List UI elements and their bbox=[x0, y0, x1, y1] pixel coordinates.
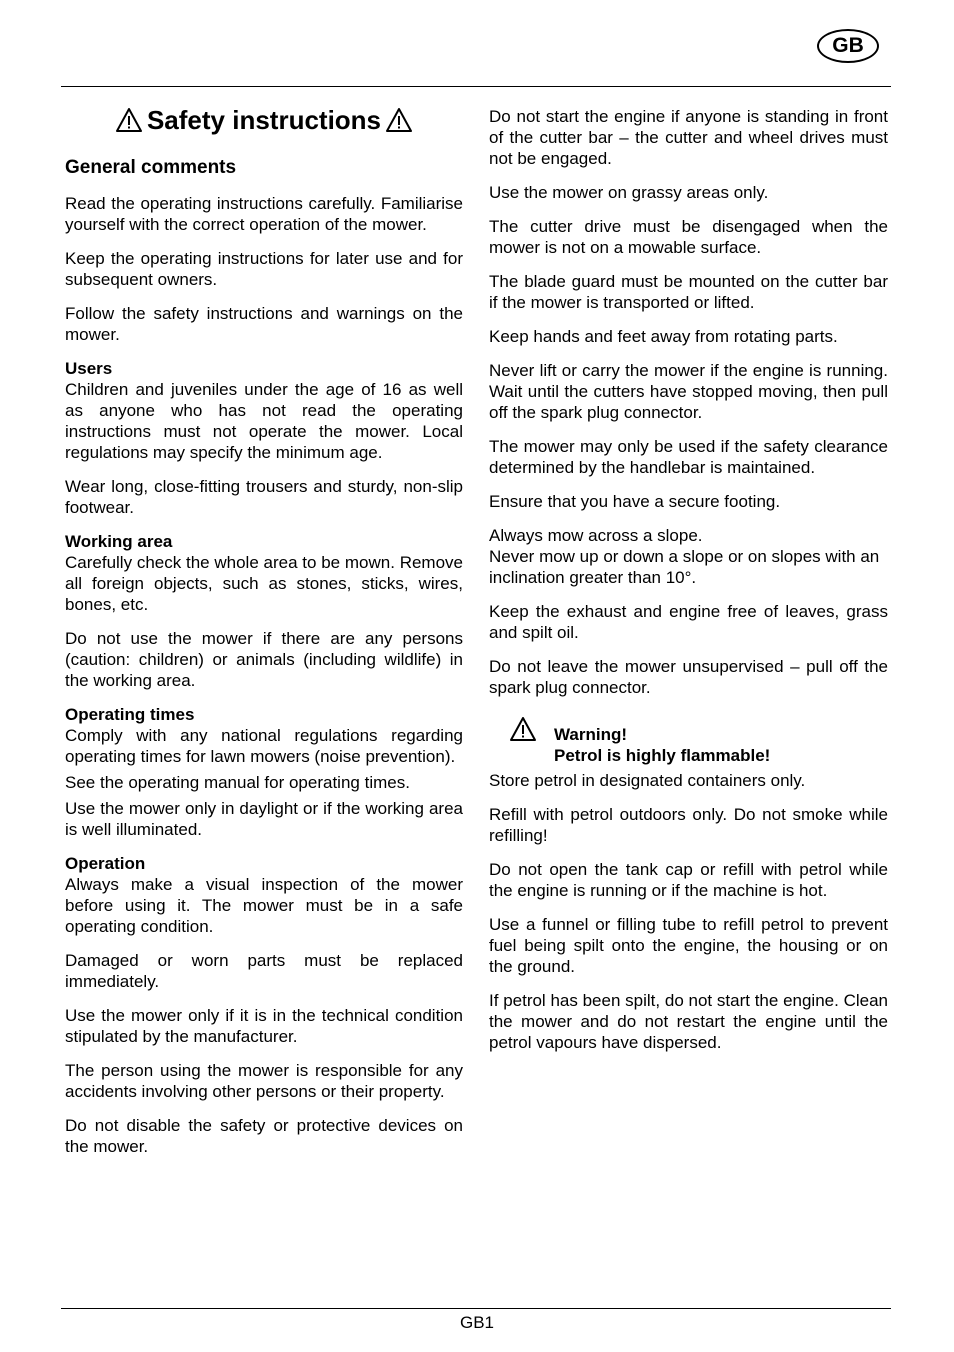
paragraph: Use the mower only if it is in the technical condition stipulated by the manufacturer. bbox=[65, 1006, 463, 1046]
warning-triangle-icon bbox=[115, 107, 143, 133]
paragraph: Read the operating instructions carefully. Familiarise yourself with the correct operation of the mower. bbox=[65, 194, 463, 234]
page-title bbox=[65, 100, 463, 140]
paragraph: Use a funnel or filling tube to refill petrol to prevent fuel being spilt onto the engine, the housing or on the ground. bbox=[489, 915, 888, 976]
paragraph: Comply with any national regulations regarding operating times for lawn mowers (noise prevention). bbox=[65, 726, 463, 766]
paragraph: Never lift or carry the mower if the engine is running. Wait until the cutters have stopped moving, then pull off the spark plug connector. bbox=[489, 361, 888, 422]
paragraph: Ensure that you have a secure footing. bbox=[489, 492, 781, 511]
paragraph: Do not leave the mower unsupervised – pull off the spark plug connector. bbox=[489, 657, 888, 697]
paragraph: Children and juveniles under the age of 16 as well as anyone who has not read the operating instructions must not operate the mower. Local regulations may specify the minimum age. bbox=[65, 380, 463, 462]
paragraph: Follow the safety instructions and warnings on the mower. bbox=[65, 304, 463, 344]
paragraph: Always mow across a slope. bbox=[489, 526, 703, 545]
paragraph: Damaged or worn parts must be replaced immediately. bbox=[65, 951, 463, 991]
paragraph: The person using the mower is responsible for any accidents involving other persons or their property. bbox=[65, 1061, 463, 1101]
warning-text bbox=[554, 724, 770, 766]
paragraph: Use the mower only in daylight or if the working area is well illuminated. bbox=[65, 799, 463, 839]
paragraph: Keep the exhaust and engine free of leaves, grass and spilt oil. bbox=[489, 602, 888, 642]
subheading-operating-times: Operating times bbox=[65, 705, 195, 724]
warning-triangle-icon bbox=[509, 716, 537, 742]
warning-title: Warning! bbox=[554, 725, 628, 744]
slope-block bbox=[489, 525, 888, 588]
warning-triangle-icon bbox=[385, 107, 413, 133]
paragraph: Carefully check the whole area to be mown. Remove all foreign objects, such as stones, sticks, wires, bones, etc. bbox=[65, 553, 463, 614]
subheading-users: Users bbox=[65, 359, 113, 378]
paragraph: Keep the operating instructions for later use and for subsequent owners. bbox=[65, 249, 463, 289]
paragraph: The cutter drive must be disengaged when the mower is not on a mowable surface. bbox=[489, 217, 888, 257]
header-rule bbox=[61, 86, 891, 87]
paragraph: Do not open the tank cap or refill with petrol while the engine is running or if the machine is hot. bbox=[489, 860, 888, 900]
paragraph: Use the mower on grassy areas only. bbox=[489, 183, 769, 202]
paragraph: Store petrol in designated containers only. bbox=[489, 771, 806, 790]
subheading-operation: Operation bbox=[65, 854, 146, 873]
paragraph: Do not start the engine if anyone is standing in front of the cutter bar – the cutter and wheel drives must not be engaged. bbox=[489, 107, 888, 168]
warning-subtitle: Petrol is highly flammable! bbox=[554, 746, 771, 765]
section-heading: General comments bbox=[65, 157, 237, 178]
paragraph: See the operating manual for operating times. bbox=[65, 773, 410, 792]
paragraph: Wear long, close-fitting trousers and sturdy, non-slip footwear. bbox=[65, 477, 463, 517]
language-badge: GB bbox=[817, 29, 879, 63]
footer-rule bbox=[61, 1308, 891, 1309]
paragraph: Do not disable the safety or protective devices on the mower. bbox=[65, 1116, 463, 1156]
paragraph: If petrol has been spilt, do not start the engine. Clean the mower and do not restart the engine until the petrol vapours have dispersed. bbox=[489, 991, 888, 1052]
page-title-text: Safety instructions bbox=[146, 105, 382, 135]
operating-times-block bbox=[65, 704, 463, 767]
paragraph: The blade guard must be mounted on the cutter bar if the mower is transported or lifted. bbox=[489, 272, 888, 312]
paragraph: Do not use the mower if there are any persons (caution: children) or animals (including wildlife) in the working area. bbox=[65, 629, 463, 690]
subheading-working-area: Working area bbox=[65, 532, 173, 551]
warning-box bbox=[489, 724, 888, 766]
page-number: GB1 bbox=[459, 1313, 495, 1332]
working-area-block bbox=[65, 531, 463, 615]
paragraph: Always make a visual inspection of the mower before using it. The mower must be in a safe operating condition. bbox=[65, 875, 463, 936]
paragraph: The mower may only be used if the safety clearance determined by the handlebar is maintained. bbox=[489, 437, 888, 477]
right-column bbox=[489, 106, 888, 1066]
operation-block bbox=[65, 853, 463, 937]
left-column bbox=[65, 100, 463, 1170]
users-block bbox=[65, 358, 463, 463]
paragraph: Never mow up or down a slope or on slopes with an inclination greater than 10°. bbox=[489, 547, 880, 587]
paragraph: Keep hands and feet away from rotating parts. bbox=[489, 327, 838, 346]
paragraph: Refill with petrol outdoors only. Do not smoke while refilling! bbox=[489, 805, 888, 845]
